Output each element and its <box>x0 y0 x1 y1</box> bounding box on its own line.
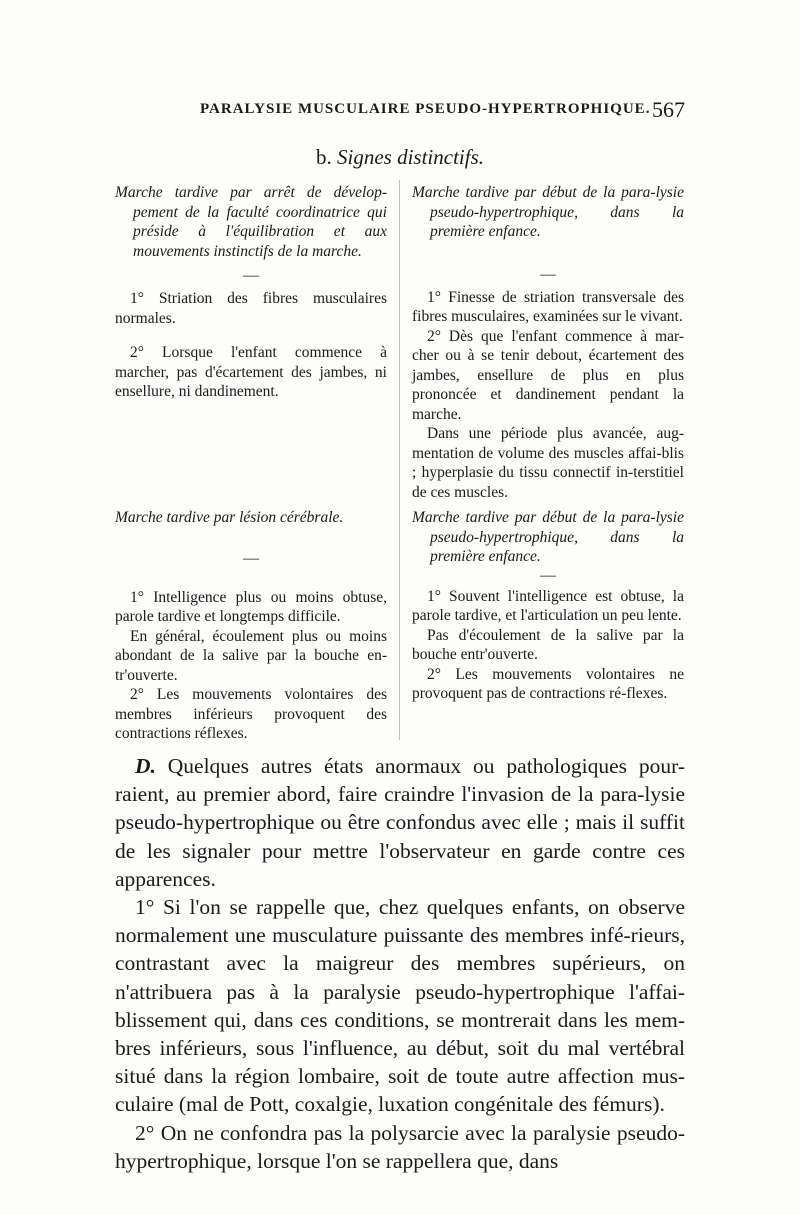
table1-left-heading: Marche tardive par arrêt de dévelop-pement de la faculté coordinatrice qui préside à l'équilibration et aux mouvements instinctifs de la marche. <box>115 184 387 260</box>
table1-right-item: Dans une période plus avancée, aug-mentation de volume des muscles affai-blis ; hyperplasie du tissu connectif in-terstitiel de ces muscles. <box>412 425 684 501</box>
table2-right-dash: — <box>540 566 556 584</box>
table1-left-item: 1° Striation des fibres musculaires normales. <box>115 290 387 327</box>
table1-left-dash: — <box>243 267 259 284</box>
table1-right-heading: Marche tardive par début de la para-lysie pseudo-hypertrophique, dans la première enfance. <box>412 184 684 240</box>
table2-right-item: Pas d'écoulement de la salive par la bouche entr'ouverte. <box>412 626 684 663</box>
table2-left-dash: — <box>243 549 259 567</box>
section-title-text: Signes distinctifs. <box>337 145 484 169</box>
table1-right-item: 1° Finesse de striation transversale des fibres musculaires, examinées sur le vivant. <box>412 288 684 325</box>
paragraph-text: Quelques autres états anormaux ou pathologiques pour-raient, au premier abord, faire craindre l'invasion de la para-lysie pseudo-hypertrophique ou être confondus avec elle ; mais il suffit de les signaler pour mettre l'observateur en garde contre ces apparences. <box>115 754 686 891</box>
body-paragraph: 1° Si l'on se rappelle que, chez quelques enfants, on observe normalement une musculature puissante des membres infé-rieurs, contrastant avec la maigreur des membres supérieurs, on n'attribuera pas à la paralysie pseudo-hypertrophique l'affai-blissement qui, dans ces conditions, se montrerait dans les mem-bres inférieurs, sous l'influence, au début, soit du mal vertébral situé dans la région lombaire, soit de toute autre affection mus-culaire (mal de Pott, coxalgie, luxation congénitale des fémurs). <box>115 895 685 1117</box>
body-paragraph <box>115 752 685 893</box>
table1-right-item: 2° Dès que l'enfant commence à mar-cher ou à se tenir debout, écartement des jambes, ensellure de plus en plus prononcée et dandinement pendant la marche. <box>412 327 684 423</box>
table2-right-heading: Marche tardive par début de la para-lysie pseudo-hypertrophique, dans la première enfance. <box>412 509 684 565</box>
table2-left-item: En général, écoulement plus ou moins abondant de la salive par la bouche en-tr'ouverte. <box>115 627 387 684</box>
paragraph-lead-letter: D. <box>135 754 156 778</box>
running-head: PARALYSIE MUSCULAIRE PSEUDO-HYPERTROPHIQUE. <box>200 101 651 117</box>
table2-right-item: 1° Souvent l'intelligence est obtuse, la parole tardive, et l'articulation un peu lente. <box>412 587 684 624</box>
page-header <box>115 97 685 123</box>
table2-right-column <box>412 508 684 704</box>
section-letter: b. <box>316 145 332 169</box>
section-title <box>0 145 800 170</box>
body-text <box>115 752 685 1175</box>
table2-left-column <box>115 508 387 744</box>
table1-right-dash: — <box>540 265 556 283</box>
body-paragraph: 2° On ne confondra pas la polysarcie avec la paralysie pseudo-hypertrophique, lorsque l'on se rappellera que, dans <box>115 1120 685 1173</box>
column-divider <box>399 180 400 740</box>
table2-right-item: 2° Les mouvements volontaires ne provoquent pas de contractions ré-flexes. <box>412 665 684 702</box>
table1-right-column <box>412 183 684 502</box>
table2-left-heading: Marche tardive par lésion cérébrale. <box>115 509 344 526</box>
table2-left-item: 1° Intelligence plus ou moins obtuse, parole tardive et longtemps difficile. <box>115 588 387 625</box>
table2-left-item: 2° Les mouvements volontaires des membres inférieurs provoquent des contractions réflexes. <box>115 686 387 742</box>
table1-left-item: 2° Lorsque l'enfant commence à marcher, pas d'écartement des jambes, ni ensellure, ni dandinement. <box>115 344 387 400</box>
table1-left-column <box>115 183 387 402</box>
page-number: 567 <box>652 97 685 122</box>
